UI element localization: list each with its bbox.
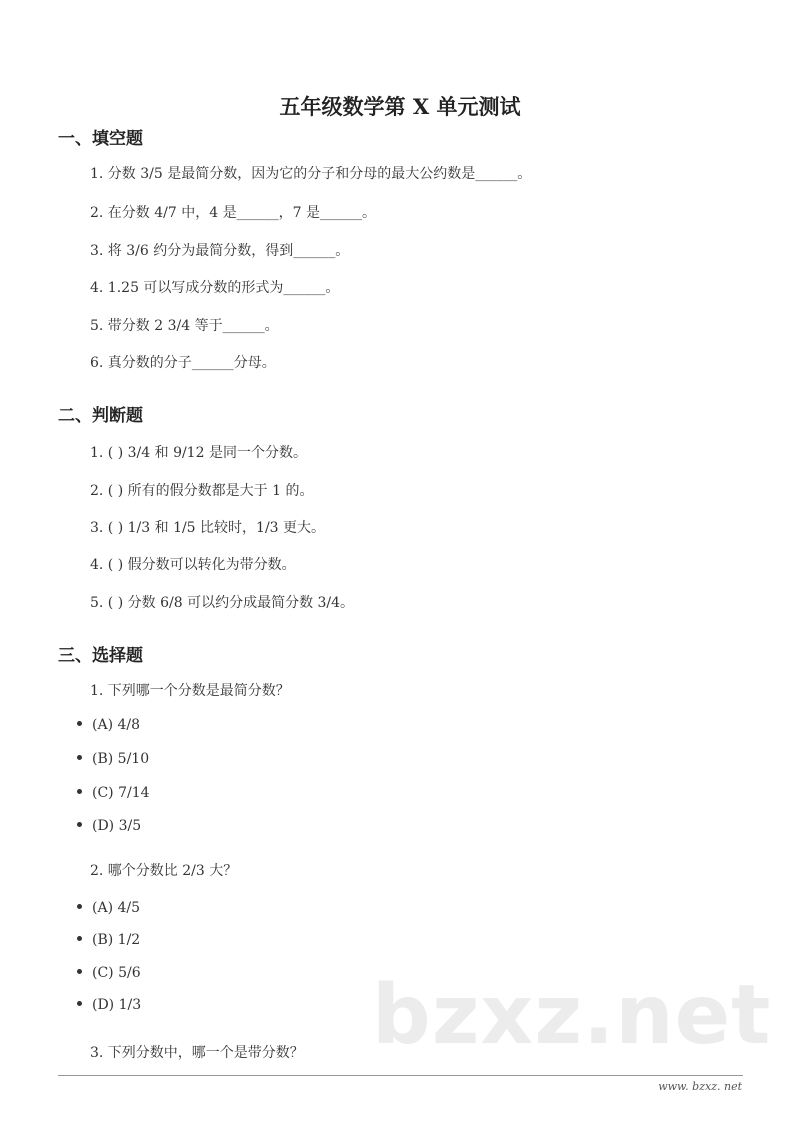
option-item xyxy=(77,932,140,948)
bullet-icon xyxy=(77,755,82,760)
option-item xyxy=(77,717,140,733)
bullet-icon xyxy=(77,936,82,941)
option-text: (C) 5/6 xyxy=(92,965,141,981)
option-text: (D) 1/3 xyxy=(92,997,142,1013)
footer-divider xyxy=(58,1075,743,1076)
option-item xyxy=(77,751,149,767)
question-item: 3. ( ) 1/3 和 1/5 比较时，1/3 更大。 xyxy=(90,520,326,536)
bullet-icon xyxy=(77,789,82,794)
option-text: (C) 7/14 xyxy=(92,785,150,801)
option-text: (B) 5/10 xyxy=(92,751,150,767)
bullet-icon xyxy=(77,904,82,909)
option-text: (A) 4/5 xyxy=(92,900,141,916)
section-heading-true-false: 二、判断题 xyxy=(58,406,143,426)
bullet-icon xyxy=(77,721,82,726)
section-heading-multiple-choice: 三、选择题 xyxy=(58,646,143,666)
option-item xyxy=(77,818,141,834)
bullet-icon xyxy=(77,969,82,974)
question-item: 1. 分数 3/5 是最简分数，因为它的分子和分母的最大公约数是______。 xyxy=(90,166,532,182)
option-text: (B) 1/2 xyxy=(92,932,141,948)
page-title: 五年级数学第 X 单元测试 xyxy=(279,94,521,119)
footer-site-link[interactable]: www. bzxz. net xyxy=(658,1080,742,1093)
option-text: (A) 4/8 xyxy=(92,717,141,733)
question-item: 2. 哪个分数比 2/3 大？ xyxy=(90,863,238,879)
question-item: 1. 下列哪一个分数是最简分数？ xyxy=(90,683,290,699)
question-item: 5. ( ) 分数 6/8 可以约分成最简分数 3/4。 xyxy=(90,595,355,611)
bullet-icon xyxy=(77,1001,82,1006)
option-item xyxy=(77,997,141,1013)
question-item: 2. ( ) 所有的假分数都是大于 1 的。 xyxy=(90,483,314,499)
question-item: 1. ( ) 3/4 和 9/12 是同一个分数。 xyxy=(90,445,307,461)
question-item: 4. 1.25 可以写成分数的形式为______。 xyxy=(90,280,340,296)
question-item: 3. 下列分数中，哪一个是带分数？ xyxy=(90,1045,304,1061)
option-item xyxy=(77,900,140,916)
question-item: 5. 带分数 2 3/4 等于______。 xyxy=(90,318,279,334)
question-item: 3. 将 3/6 约分为最简分数，得到______。 xyxy=(90,243,350,259)
question-item: 4. ( ) 假分数可以转化为带分数。 xyxy=(90,557,296,573)
question-item: 2. 在分数 4/7 中，4 是______，7 是______。 xyxy=(90,205,376,221)
bullet-icon xyxy=(77,822,82,827)
watermark: bzxz.net xyxy=(372,968,772,1063)
option-text: (D) 3/5 xyxy=(92,818,142,834)
section-heading-fill-blank: 一、填空题 xyxy=(58,129,143,149)
question-item: 6. 真分数的分子______分母。 xyxy=(90,355,276,371)
option-item xyxy=(77,785,150,801)
option-item xyxy=(77,965,141,981)
